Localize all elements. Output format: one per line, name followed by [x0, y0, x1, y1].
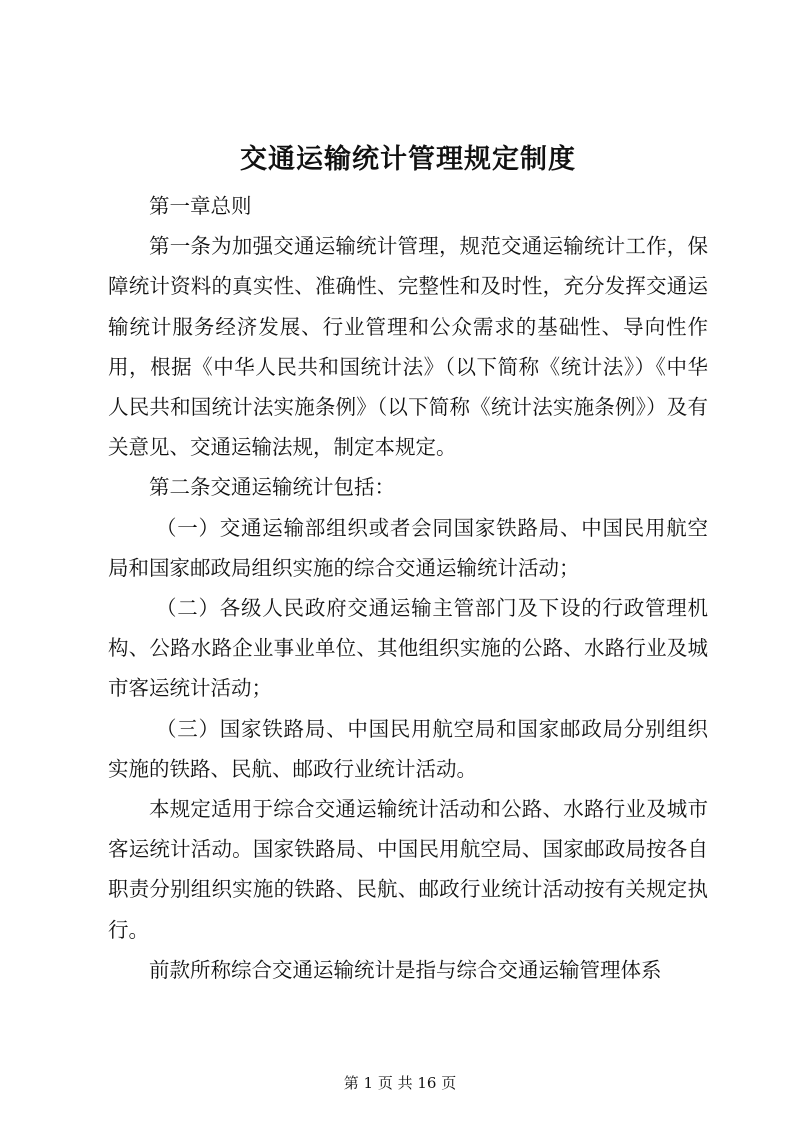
article-2-paragraph: 第二条交通运输统计包括： [149, 475, 395, 500]
chapter-heading: 第一章总则 [149, 194, 252, 218]
article-1-paragraph: 第一条为加强交通运输统计管理，规范交通运输统计工作，保障统计资料的真实性、准确性、完整性和及时性，充分发挥交通运输统计服务经济发展、行业管理和公众需求的基础性、导向性作用，根据《中华人民共和国统计法》（以下简称《统计法》）《中华人民共和国统计法实施条例》（以下简称《统计法实施条例》）及有关意见、交通运输法规，制定本规定。 [108, 234, 708, 460]
definition-paragraph: 前款所称综合交通运输统计是指与综合交通运输管理体系 [149, 957, 662, 982]
article-2-item-1: （一）交通运输部组织或者会同国家铁路局、中国民用航空局和国家邮政局组织实施的综合交通运输统计活动； [108, 515, 708, 580]
document-page [108, 138, 708, 990]
document-title: 交通运输统计管理规定制度 [240, 144, 576, 175]
scope-paragraph: 本规定适用于综合交通运输统计活动和公路、水路行业及城市客运统计活动。国家铁路局、中国民用航空局、国家邮政局按各自职责分别组织实施的铁路、民航、邮政行业统计活动按有关规定执行。 [108, 797, 708, 942]
article-2-item-3: （三）国家铁路局、中国民用航空局和国家邮政局分别组织实施的铁路、民航、邮政行业统计活动。 [108, 716, 708, 781]
article-2-item-2: （二）各级人民政府交通运输主管部门及下设的行政管理机构、公路水路企业事业单位、其他组织实施的公路、水路行业及城市客运统计活动； [108, 596, 708, 701]
page-number-footer: 第 1 页 共 16 页 [343, 1074, 457, 1092]
